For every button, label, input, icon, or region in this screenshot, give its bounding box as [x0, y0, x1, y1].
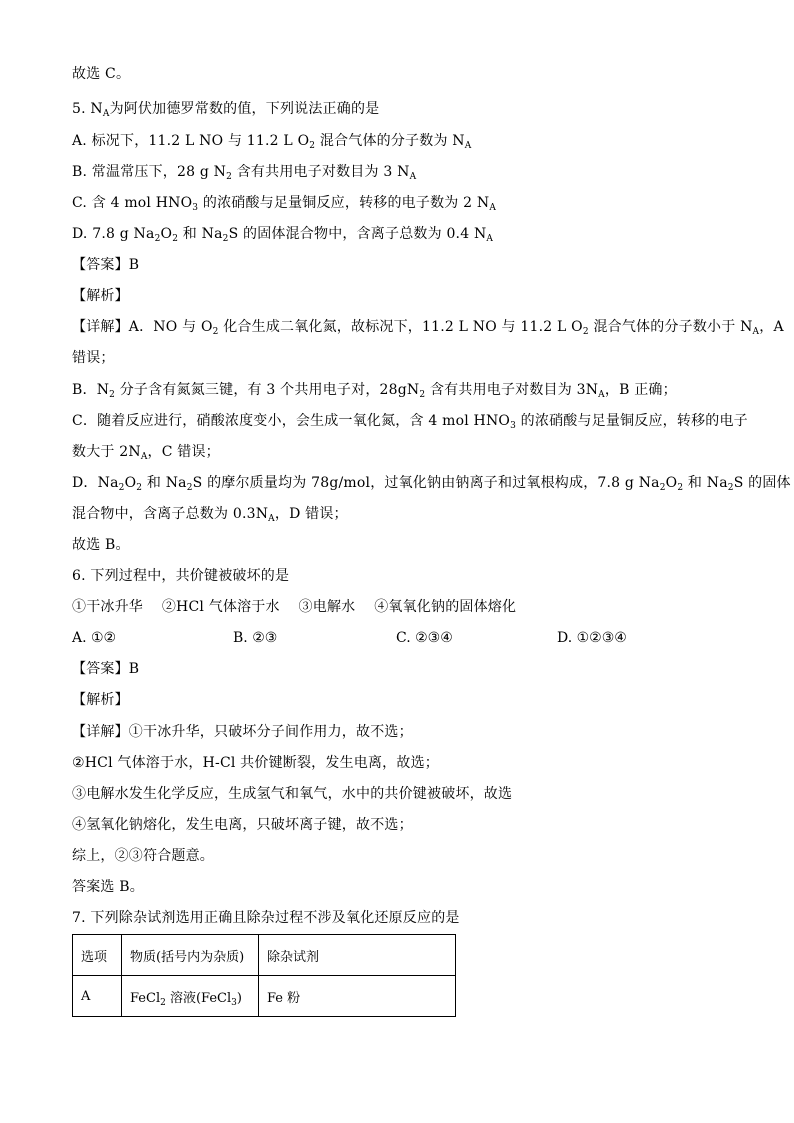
question-5-option-d: D. 7.8 g $Na_2O_2$ 和 $Na_2S$ 的固体混合物中，含离子总数为 0.4 $N_A$ — [72, 226, 494, 244]
explanation-line: 【详解】A．NO 与 $O_2$ 化合生成二氧化氮，故标况下，11.2 L NO 与 11.2 L $O_2$ 混合气体的分子数小于 $N_A$，A — [72, 319, 784, 337]
table-header-row — [73, 935, 456, 976]
explanation-line: 【详解】①干冰升华，只破坏分子间作用力，故不选； — [72, 724, 413, 740]
question-6-option-c: C. ②③④ — [396, 630, 453, 646]
purification-table — [72, 934, 456, 1017]
text-line: 故选 C。 — [72, 66, 131, 82]
explanation-line: ④氢氧化钠熔化，发生电离，只破坏离子键，故不选； — [72, 817, 413, 833]
table-cell: Fe 粉 — [259, 976, 456, 1017]
question-6-option-a: A. ①② — [72, 630, 117, 646]
explanation-line: B．$N_2$ 分子含有氮氮三键，有 3 个共用电子对，$28gN_2$ 含有共用电子对数目为 $3N_A$，B 正确； — [72, 382, 677, 400]
answer-label: 【答案】B — [72, 661, 140, 677]
question-5-option-c: C. 含 4 mol $HNO_3$ 的浓硝酸与足量铜反应，转移的电子数为 2 $N_A$ — [72, 195, 497, 213]
explanation-line: C．随着反应进行，硝酸浓度变小，会生成一氧化氮，含 4 mol $HNO_3$ 的浓硝酸与足量铜反应，转移的电子 — [72, 413, 748, 431]
explanation-line: ③电解水发生化学反应，生成氢气和氧气，水中的共价键被破坏，故选 — [72, 786, 513, 802]
explanation-line: 混合物中，含离子总数为 $0.3N_A$，D 错误； — [72, 506, 348, 524]
question-7-stem: 7. 下列除杂试剂选用正确且除杂过程不涉及氧化还原反应的是 — [72, 910, 460, 926]
table-header-cell: 除杂试剂 — [259, 935, 456, 976]
analysis-label: 【解析】 — [72, 288, 129, 304]
table-header-cell: 选项 — [73, 935, 122, 976]
question-6-stem: 6. 下列过程中，共价键被破坏的是 — [72, 568, 290, 584]
analysis-label: 【解析】 — [72, 692, 129, 708]
conclusion-line: 综上，②③符合题意。 — [72, 848, 214, 864]
question-6-processes: ①干冰升华 ②HCl 气体溶于水 ③电解水 ④氧氧化钠的固体熔化 — [72, 599, 517, 615]
table-cell: FeCl$_2$ 溶液(FeCl$_3$) — [122, 976, 259, 1017]
conclusion-line: 答案选 B。 — [72, 879, 144, 895]
table-cell: A — [73, 976, 122, 1017]
conclusion-line: 故选 B。 — [72, 537, 130, 553]
question-5-stem: 5. $N_A$为阿伏加德罗常数的值，下列说法正确的是 — [72, 101, 380, 119]
explanation-line: ②HCl 气体溶于水，H-Cl 共价键断裂，发生电离，故选； — [72, 755, 439, 771]
question-6-option-d: D. ①②③④ — [557, 630, 627, 646]
explanation-line: 错误； — [72, 350, 115, 366]
question-6-option-b: B. ②③ — [233, 630, 278, 646]
table-row — [73, 976, 456, 1017]
question-5-option-a: A. 标况下，11.2 L NO 与 11.2 L $O_2$ 混合气体的分子数为 $N_A$ — [72, 133, 472, 151]
explanation-line: D．$Na_2O_2$ 和 $Na_2S$ 的摩尔质量均为 78g/mol，过氧化钠由钠离子和过氧根构成，7.8 g $Na_2O_2$ 和 $Na_2S$ 的固体 — [72, 475, 791, 493]
table-header-cell: 物质(括号内为杂质) — [122, 935, 259, 976]
explanation-line: 数大于 $2N_A$，C 错误； — [72, 444, 220, 462]
question-5-option-b: B. 常温常压下，28 g $N_2$ 含有共用电子对数目为 3 $N_A$ — [72, 164, 417, 182]
answer-label: 【答案】B — [72, 257, 140, 273]
